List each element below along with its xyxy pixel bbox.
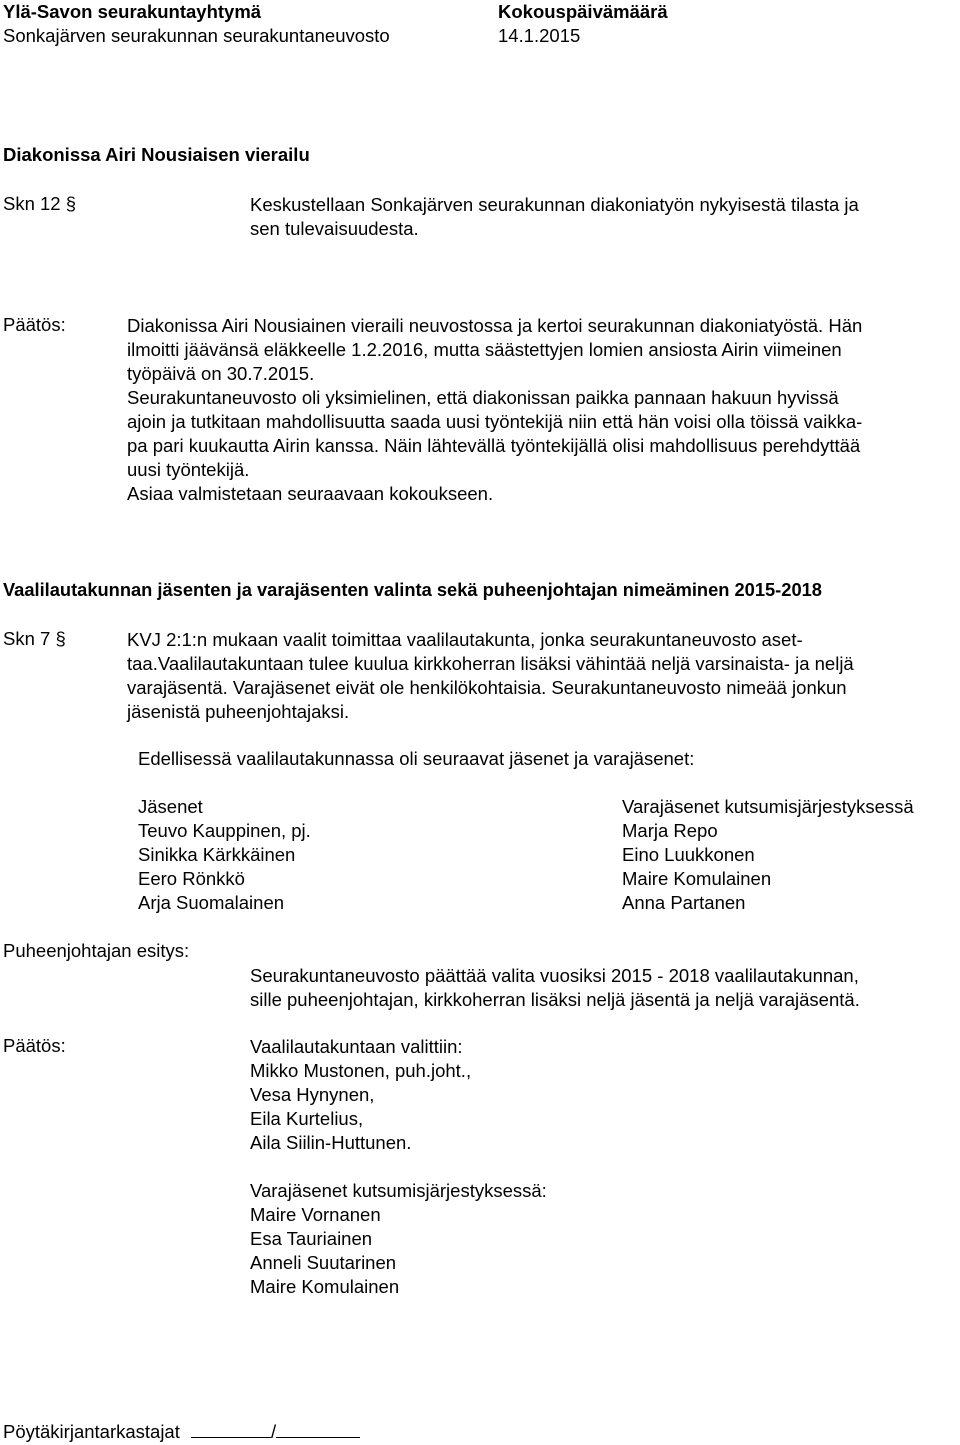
section1-intro (250, 193, 859, 241)
list-item: Maire Komulainen (622, 868, 772, 889)
section2-title: Vaalilautakunnan jäsenten ja varajäsenten valinta sekä puheenjohtajan nimeäminen 2015-2018 (3, 579, 822, 600)
text-line: KVJ 2:1:n mukaan vaalit toimittaa vaalilautakunta, jonka seurakuntaneuvosto aset- (127, 629, 803, 650)
list-item: Eino Luukkonen (622, 844, 755, 865)
section1-title: Diakonissa Airi Nousiaisen vierailu (3, 144, 310, 165)
text-line: sen tulevaisuudesta. (250, 218, 419, 239)
section1-decision (127, 314, 862, 506)
deputies-header: Varajäsenet kutsumisjärjestyksessä (622, 796, 914, 817)
text-line: varajäsentä. Varajäsenet eivät ole henkilökohtaisia. Seurakuntaneuvosto nimeää jonkun (127, 677, 847, 698)
deputies-list (622, 795, 914, 915)
list-item: Marja Repo (622, 820, 718, 841)
list-item: Anneli Suutarinen (250, 1252, 397, 1273)
section2-ref: Skn 7 § (3, 628, 66, 649)
list-item: Anna Partanen (622, 892, 746, 913)
members-header: Jäsenet (138, 796, 203, 817)
list-item: Arja Suomalainen (138, 892, 285, 913)
text-line: ilmoitti jäävänsä eläkkeelle 1.2.2016, mutta säästettyjen lomien ansiosta Airin viimeinen (127, 339, 842, 360)
text-line: Keskustellaan Sonkajärven seurakunnan diakoniatyön nykyisestä tilasta ja (250, 194, 859, 215)
organization-name: Ylä-Savon seurakuntayhtymä (3, 1, 262, 22)
elected-deputies (250, 1179, 547, 1299)
checkers-label: Pöytäkirjantarkastajat (3, 1421, 180, 1442)
meeting-date: 14.1.2015 (498, 25, 581, 46)
text-line: Seurakuntaneuvosto päättää valita vuosiksi 2015 - 2018 vaalilautakunnan, (250, 965, 859, 986)
list-item: Vesa Hynynen, (250, 1084, 375, 1105)
text-line: pa pari kuukautta Airin kanssa. Näin lähtevällä työntekijällä olisi mahdollisuus perehdyttää (127, 435, 861, 456)
text-line: taa.Vaalilautakuntaan tulee kuulua kirkkoherran lisäksi vähintää neljä varsinaista- ja neljä (127, 653, 854, 674)
section2-intro (127, 628, 854, 724)
list-item: Teuvo Kauppinen, pj. (138, 820, 311, 841)
list-item: Aila Siilin-Huttunen. (250, 1132, 412, 1153)
text-line: Asiaa valmistetaan seuraavaan kokoukseen. (127, 483, 494, 504)
text-line: ajoin ja tutkitaan mahdollisuutta saada uusi työntekijä niin että hän voisi olla töissä vaikka- (127, 411, 863, 432)
date-label: Kokouspäivämäärä (498, 1, 668, 22)
text-line: sille puheenjohtajan, kirkkoherran lisäksi neljä jäsentä ja neljä varajäsentä. (250, 989, 860, 1010)
signature-line (191, 1419, 271, 1438)
separator: / (271, 1421, 277, 1442)
list-item: Maire Komulainen (250, 1276, 400, 1297)
text-line: jäsenistä puheenjohtajaksi. (127, 701, 350, 722)
list-item: Maire Vornanen (250, 1204, 381, 1225)
checkers-row (3, 1419, 360, 1443)
list-item: Esa Tauriainen (250, 1228, 373, 1249)
text-line: työpäivä on 30.7.2015. (127, 363, 315, 384)
members-list (138, 795, 311, 915)
elected-members (250, 1035, 471, 1155)
text-line: Vaalilautakuntaan valittiin: (250, 1036, 463, 1057)
section1-decision-label: Päätös: (3, 314, 66, 335)
section1-ref: Skn 12 § (3, 193, 77, 214)
text-line: Diakonissa Airi Nousiainen vieraili neuvostossa ja kertoi seurakunnan diakoniatyöstä. Hän (127, 315, 863, 336)
list-item: Eila Kurtelius, (250, 1108, 364, 1129)
proposal-text (250, 964, 860, 1012)
signature-line (276, 1419, 360, 1438)
proposal-label: Puheenjohtajan esitys: (3, 940, 190, 961)
section2-decision-label: Päätös: (3, 1035, 66, 1056)
meeting-body: Sonkajärven seurakunnan seurakuntaneuvosto (3, 25, 390, 46)
text-line: uusi työntekijä. (127, 459, 250, 480)
text-line: Seurakuntaneuvosto oli yksimielinen, että diakonissan paikka pannaan hakuun hyvissä (127, 387, 839, 408)
list-item: Mikko Mustonen, puh.joht., (250, 1060, 472, 1081)
text-line: Varajäsenet kutsumisjärjestyksessä: (250, 1180, 547, 1201)
previous-board-heading: Edellisessä vaalilautakunnassa oli seuraavat jäsenet ja varajäsenet: (138, 748, 695, 769)
list-item: Eero Rönkkö (138, 868, 245, 889)
list-item: Sinikka Kärkkäinen (138, 844, 296, 865)
